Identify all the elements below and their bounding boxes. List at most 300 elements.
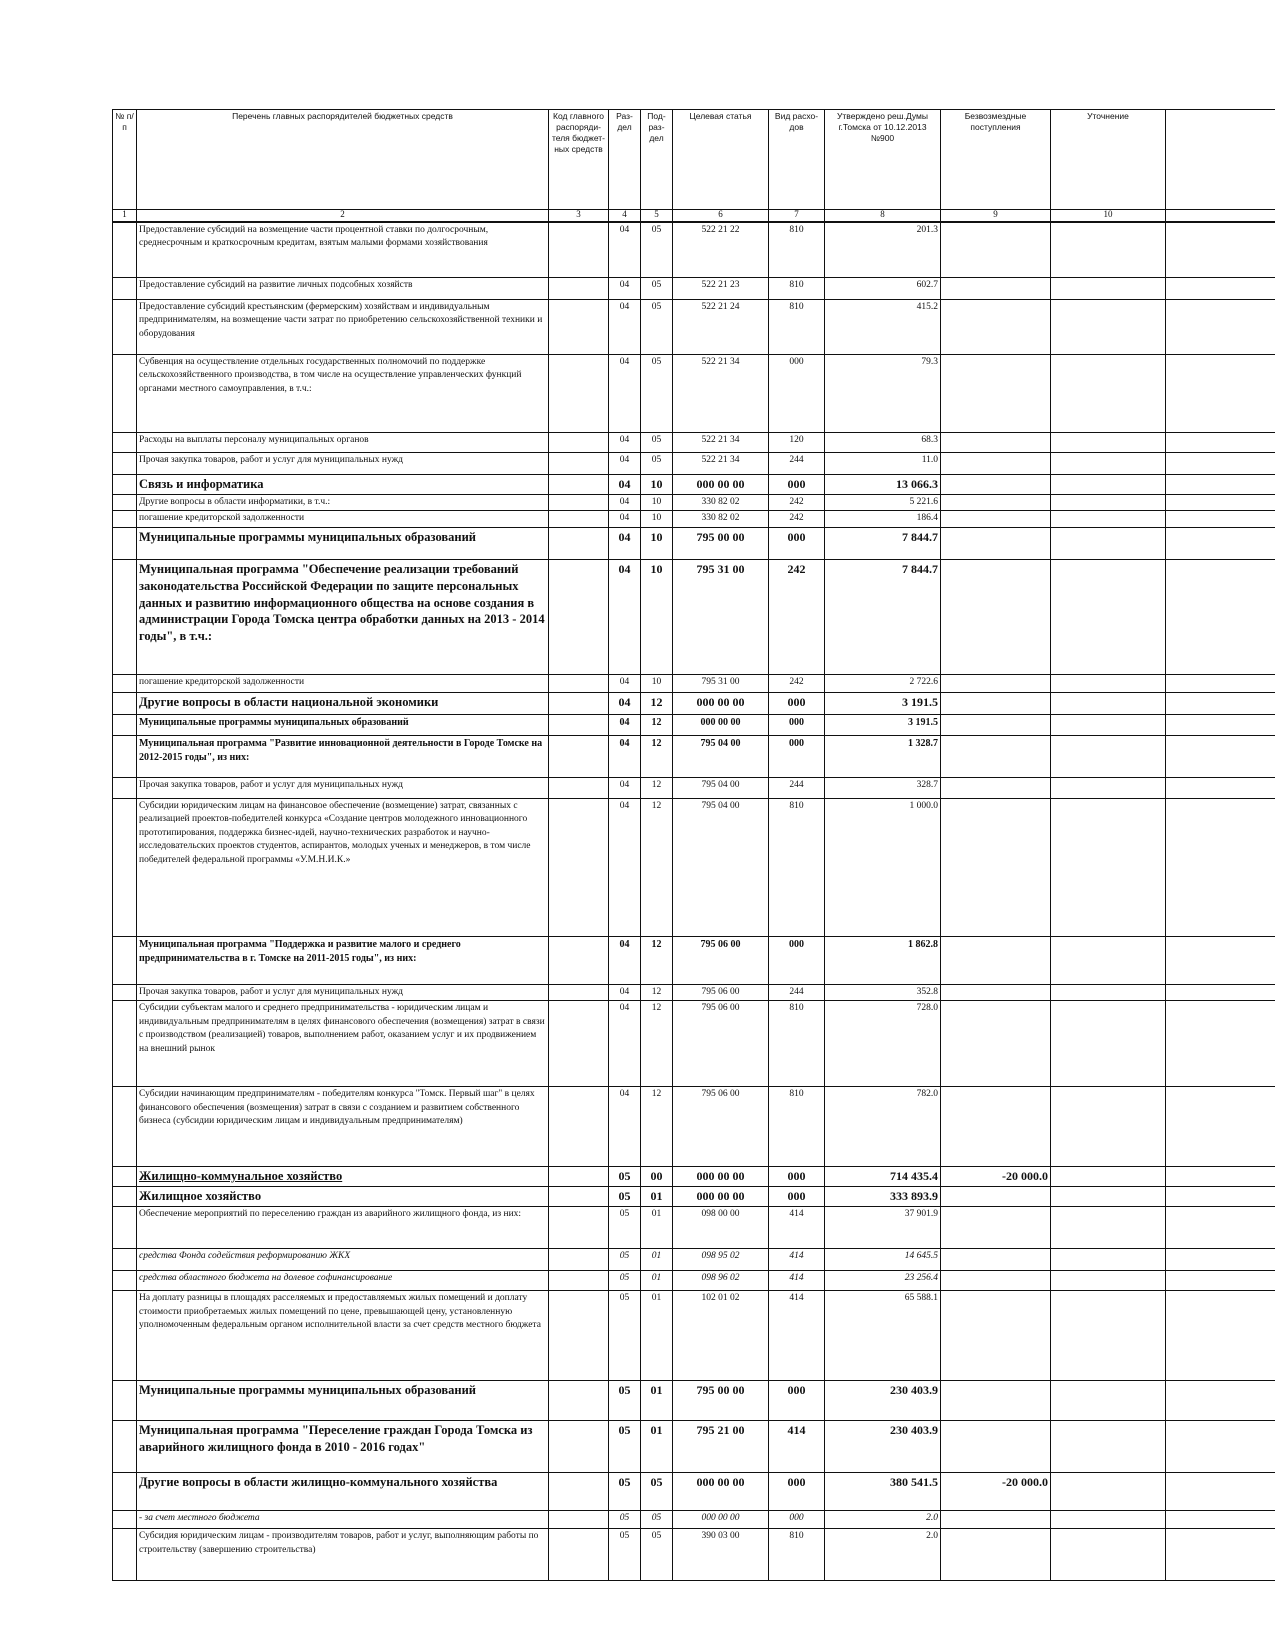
row-code bbox=[549, 1167, 609, 1187]
row-statya: 000 00 00 bbox=[673, 714, 769, 735]
row-podrazdel: 05 bbox=[641, 1511, 673, 1529]
table-row bbox=[113, 527, 1275, 559]
table-row bbox=[113, 222, 1275, 278]
row-podrazdel: 01 bbox=[641, 1381, 673, 1421]
header-name: Перечень главных распорядителей бюджетных средств bbox=[137, 110, 549, 210]
row-extra bbox=[1166, 798, 1275, 936]
row-approved: 782.0 bbox=[825, 1087, 941, 1167]
table-row bbox=[113, 1381, 1275, 1421]
row-extra bbox=[1166, 1207, 1275, 1249]
row-podrazdel: 10 bbox=[641, 475, 673, 495]
row-name: Прочая закупка товаров, работ и услуг для муниципальных нужд bbox=[137, 984, 549, 1000]
row-extra bbox=[1166, 355, 1275, 433]
row-free-receipts bbox=[941, 777, 1051, 798]
colnum: 4 bbox=[609, 210, 641, 222]
row-vid: 242 bbox=[769, 494, 825, 510]
row-razdel: 04 bbox=[609, 222, 641, 278]
row-approved: 333 893.9 bbox=[825, 1187, 941, 1207]
colnum: 2 bbox=[137, 210, 549, 222]
row-number bbox=[113, 1473, 137, 1511]
row-extra bbox=[1166, 714, 1275, 735]
row-number bbox=[113, 1529, 137, 1581]
row-approved: 7 844.7 bbox=[825, 559, 941, 674]
row-statya: 330 82 02 bbox=[673, 511, 769, 527]
row-name: - за счет местного бюджета bbox=[137, 1511, 549, 1529]
row-code bbox=[549, 1529, 609, 1581]
row-clarification bbox=[1051, 453, 1166, 475]
row-statya: 000 00 00 bbox=[673, 1511, 769, 1529]
row-clarification bbox=[1051, 936, 1166, 984]
row-clarification bbox=[1051, 1291, 1166, 1381]
row-free-receipts bbox=[941, 222, 1051, 278]
row-clarification bbox=[1051, 777, 1166, 798]
row-statya: 000 00 00 bbox=[673, 1167, 769, 1187]
row-razdel: 04 bbox=[609, 453, 641, 475]
row-vid: 000 bbox=[769, 936, 825, 984]
row-free-receipts bbox=[941, 475, 1051, 495]
row-extra bbox=[1166, 1167, 1275, 1187]
row-vid: 810 bbox=[769, 798, 825, 936]
row-free-receipts: -20 000.0 bbox=[941, 1473, 1051, 1511]
row-approved: 1 000.0 bbox=[825, 798, 941, 936]
row-razdel: 04 bbox=[609, 1001, 641, 1087]
row-number bbox=[113, 453, 137, 475]
row-vid: 244 bbox=[769, 984, 825, 1000]
row-podrazdel: 12 bbox=[641, 984, 673, 1000]
row-razdel: 05 bbox=[609, 1421, 641, 1473]
row-vid: 000 bbox=[769, 475, 825, 495]
colnum: 6 bbox=[673, 210, 769, 222]
header-vid: Вид расхо-дов bbox=[769, 110, 825, 210]
row-extra bbox=[1166, 1087, 1275, 1167]
row-code bbox=[549, 1473, 609, 1511]
row-clarification bbox=[1051, 1271, 1166, 1291]
row-statya: 098 95 02 bbox=[673, 1249, 769, 1271]
row-clarification bbox=[1051, 1207, 1166, 1249]
row-clarification bbox=[1051, 1187, 1166, 1207]
table-row bbox=[113, 777, 1275, 798]
row-name: Субвенция на осуществление отдельных государственных полномочий по поддержке сельскохозяйственного производства, в том числе на осуществление управленческих функций органами местного самоуправления, в т.ч.: bbox=[137, 355, 549, 433]
row-free-receipts bbox=[941, 936, 1051, 984]
row-name: Предоставление субсидий крестьянским (фермерским) хозяйствам и индивидуальным предпринимателям, на возмещение части затрат по приобретению сельскохозяйственной техники и оборудования bbox=[137, 300, 549, 355]
row-razdel: 04 bbox=[609, 355, 641, 433]
row-free-receipts: -20 000.0 bbox=[941, 1167, 1051, 1187]
table-row bbox=[113, 1167, 1275, 1187]
row-clarification bbox=[1051, 1381, 1166, 1421]
row-clarification bbox=[1051, 433, 1166, 453]
row-razdel: 04 bbox=[609, 511, 641, 527]
header-statya: Целевая статья bbox=[673, 110, 769, 210]
row-approved: 380 541.5 bbox=[825, 1473, 941, 1511]
row-free-receipts bbox=[941, 1421, 1051, 1473]
table-row bbox=[113, 475, 1275, 495]
row-podrazdel: 12 bbox=[641, 1001, 673, 1087]
row-number bbox=[113, 511, 137, 527]
row-clarification bbox=[1051, 494, 1166, 510]
row-extra bbox=[1166, 777, 1275, 798]
row-vid: 414 bbox=[769, 1207, 825, 1249]
row-clarification bbox=[1051, 1167, 1166, 1187]
row-razdel: 05 bbox=[609, 1249, 641, 1271]
row-code bbox=[549, 300, 609, 355]
row-code bbox=[549, 511, 609, 527]
row-vid: 414 bbox=[769, 1291, 825, 1381]
row-vid: 810 bbox=[769, 300, 825, 355]
row-name: Обеспечение мероприятий по переселению граждан из аварийного жилищного фонда, из них: bbox=[137, 1207, 549, 1249]
row-clarification bbox=[1051, 984, 1166, 1000]
row-code bbox=[549, 735, 609, 777]
colnum: 3 bbox=[549, 210, 609, 222]
row-number bbox=[113, 1167, 137, 1187]
row-clarification bbox=[1051, 475, 1166, 495]
row-clarification bbox=[1051, 798, 1166, 936]
row-free-receipts bbox=[941, 984, 1051, 1000]
row-code bbox=[549, 527, 609, 559]
row-razdel: 04 bbox=[609, 527, 641, 559]
row-approved: 352.8 bbox=[825, 984, 941, 1000]
row-code bbox=[549, 936, 609, 984]
row-extra bbox=[1166, 674, 1275, 692]
row-extra bbox=[1166, 1473, 1275, 1511]
colnum-extra bbox=[1166, 210, 1275, 222]
row-number bbox=[113, 559, 137, 674]
row-name: Предоставление субсидий на развитие личных подсобных хозяйств bbox=[137, 278, 549, 300]
row-vid: 120 bbox=[769, 433, 825, 453]
table-row bbox=[113, 1421, 1275, 1473]
row-podrazdel: 10 bbox=[641, 494, 673, 510]
row-approved: 13 066.3 bbox=[825, 475, 941, 495]
row-approved: 65 588.1 bbox=[825, 1291, 941, 1381]
row-clarification bbox=[1051, 1473, 1166, 1511]
row-name: Жилищное хозяйство bbox=[137, 1187, 549, 1207]
row-number bbox=[113, 527, 137, 559]
row-vid: 000 bbox=[769, 355, 825, 433]
table-row bbox=[113, 355, 1275, 433]
row-podrazdel: 01 bbox=[641, 1271, 673, 1291]
row-free-receipts bbox=[941, 1291, 1051, 1381]
row-free-receipts bbox=[941, 1001, 1051, 1087]
row-free-receipts bbox=[941, 1249, 1051, 1271]
row-name: Другие вопросы в области жилищно-коммунального хозяйства bbox=[137, 1473, 549, 1511]
colnum: 1 bbox=[113, 210, 137, 222]
row-approved: 230 403.9 bbox=[825, 1381, 941, 1421]
row-vid: 000 bbox=[769, 1187, 825, 1207]
row-podrazdel: 00 bbox=[641, 1167, 673, 1187]
row-statya: 000 00 00 bbox=[673, 1187, 769, 1207]
row-code bbox=[549, 714, 609, 735]
row-razdel: 05 bbox=[609, 1167, 641, 1187]
row-code bbox=[549, 1381, 609, 1421]
row-free-receipts bbox=[941, 300, 1051, 355]
row-free-receipts bbox=[941, 735, 1051, 777]
row-vid: 810 bbox=[769, 1529, 825, 1581]
row-approved: 602.7 bbox=[825, 278, 941, 300]
row-number bbox=[113, 1291, 137, 1381]
row-extra bbox=[1166, 1001, 1275, 1087]
row-podrazdel: 12 bbox=[641, 777, 673, 798]
row-clarification bbox=[1051, 1001, 1166, 1087]
row-code bbox=[549, 222, 609, 278]
row-extra bbox=[1166, 300, 1275, 355]
row-vid: 000 bbox=[769, 1167, 825, 1187]
row-name: средства Фонда содействия реформированию ЖКХ bbox=[137, 1249, 549, 1271]
row-vid: 810 bbox=[769, 278, 825, 300]
row-extra bbox=[1166, 559, 1275, 674]
row-name: Расходы на выплаты персоналу муниципальных органов bbox=[137, 433, 549, 453]
row-statya: 795 21 00 bbox=[673, 1421, 769, 1473]
row-podrazdel: 01 bbox=[641, 1187, 673, 1207]
row-number bbox=[113, 475, 137, 495]
row-approved: 2 722.6 bbox=[825, 674, 941, 692]
row-extra bbox=[1166, 1381, 1275, 1421]
row-number bbox=[113, 798, 137, 936]
row-clarification bbox=[1051, 674, 1166, 692]
row-razdel: 04 bbox=[609, 1087, 641, 1167]
row-statya: 102 01 02 bbox=[673, 1291, 769, 1381]
row-name: Муниципальная программа "Развитие инновационной деятельности в Городе Томске на 2012-2015 годы", из них: bbox=[137, 735, 549, 777]
row-free-receipts bbox=[941, 433, 1051, 453]
row-free-receipts bbox=[941, 278, 1051, 300]
row-extra bbox=[1166, 1421, 1275, 1473]
row-vid: 810 bbox=[769, 1001, 825, 1087]
row-name: Субсидии субъектам малого и среднего предпринимательства - юридическим лицам и индивидуальным предпринимателям в целях финансового обеспечения (возмещения) затрат в связи с производством (реализацией) товаров, выполнением работ, оказанием услуг и их продвижением на внешний рынок bbox=[137, 1001, 549, 1087]
row-podrazdel: 01 bbox=[641, 1207, 673, 1249]
table-row bbox=[113, 1511, 1275, 1529]
row-number bbox=[113, 936, 137, 984]
row-name: Муниципальная программа "Обеспечение реализации требований законодательства Российской Федерации по защите персональных данных и развитию информационного общества на основе создания в администрации Города Томска центра обработки данных на 2013 - 2014 годы", в т.ч.: bbox=[137, 559, 549, 674]
row-free-receipts bbox=[941, 692, 1051, 714]
row-free-receipts bbox=[941, 1187, 1051, 1207]
row-number bbox=[113, 222, 137, 278]
row-statya: 000 00 00 bbox=[673, 475, 769, 495]
row-razdel: 04 bbox=[609, 735, 641, 777]
row-free-receipts bbox=[941, 1271, 1051, 1291]
table-row bbox=[113, 1187, 1275, 1207]
header-code: Код главного распоряди-теля бюджет-ных средств bbox=[549, 110, 609, 210]
row-vid: 244 bbox=[769, 453, 825, 475]
row-name: Субсидии юридическим лицам на финансовое обеспечение (возмещение) затрат, связанных с реализацией проектов-победителей конкурса «Создание центров молодежного инновационного прототипирования, поддержка бизнес-идей, научно-технических разработок и научно-исследовательских проектов студентов, аспирантов, молодых ученых и менеджеров, в том числе победителей федеральной программы «У.М.Н.И.К.» bbox=[137, 798, 549, 936]
row-code bbox=[549, 692, 609, 714]
row-podrazdel: 12 bbox=[641, 714, 673, 735]
row-name: Муниципальные программы муниципальных образований bbox=[137, 714, 549, 735]
row-number bbox=[113, 692, 137, 714]
row-approved: 79.3 bbox=[825, 355, 941, 433]
row-free-receipts bbox=[941, 714, 1051, 735]
row-code bbox=[549, 1001, 609, 1087]
table-row bbox=[113, 1473, 1275, 1511]
header-approved: Утверждено реш.Думы г.Томска от 10.12.2013 №900 bbox=[825, 110, 941, 210]
row-vid: 414 bbox=[769, 1249, 825, 1271]
row-statya: 795 06 00 bbox=[673, 984, 769, 1000]
row-clarification bbox=[1051, 300, 1166, 355]
row-statya: 000 00 00 bbox=[673, 692, 769, 714]
row-approved: 11.0 bbox=[825, 453, 941, 475]
row-extra bbox=[1166, 433, 1275, 453]
colnum: 8 bbox=[825, 210, 941, 222]
row-name: погашение кредиторской задолженности bbox=[137, 511, 549, 527]
row-clarification bbox=[1051, 1421, 1166, 1473]
row-podrazdel: 05 bbox=[641, 278, 673, 300]
row-statya: 098 00 00 bbox=[673, 1207, 769, 1249]
row-code bbox=[549, 984, 609, 1000]
row-extra bbox=[1166, 1529, 1275, 1581]
row-podrazdel: 01 bbox=[641, 1249, 673, 1271]
row-approved: 68.3 bbox=[825, 433, 941, 453]
row-code bbox=[549, 559, 609, 674]
table-row bbox=[113, 494, 1275, 510]
row-statya: 795 06 00 bbox=[673, 1087, 769, 1167]
row-razdel: 04 bbox=[609, 798, 641, 936]
row-podrazdel: 12 bbox=[641, 798, 673, 936]
row-podrazdel: 10 bbox=[641, 511, 673, 527]
row-statya: 522 21 23 bbox=[673, 278, 769, 300]
row-podrazdel: 10 bbox=[641, 674, 673, 692]
row-statya: 098 96 02 bbox=[673, 1271, 769, 1291]
row-number bbox=[113, 714, 137, 735]
row-statya: 522 21 34 bbox=[673, 355, 769, 433]
row-statya: 522 21 34 bbox=[673, 453, 769, 475]
row-approved: 186.4 bbox=[825, 511, 941, 527]
row-name: средства областного бюджета на долевое софинансирование bbox=[137, 1271, 549, 1291]
table-row bbox=[113, 433, 1275, 453]
row-statya: 795 04 00 bbox=[673, 735, 769, 777]
row-razdel: 04 bbox=[609, 714, 641, 735]
row-code bbox=[549, 278, 609, 300]
row-approved: 2.0 bbox=[825, 1511, 941, 1529]
row-code bbox=[549, 1207, 609, 1249]
row-clarification bbox=[1051, 1249, 1166, 1271]
table-row bbox=[113, 300, 1275, 355]
row-razdel: 05 bbox=[609, 1381, 641, 1421]
row-extra bbox=[1166, 735, 1275, 777]
row-razdel: 04 bbox=[609, 674, 641, 692]
row-statya: 330 82 02 bbox=[673, 494, 769, 510]
row-code bbox=[549, 1291, 609, 1381]
row-razdel: 04 bbox=[609, 559, 641, 674]
row-statya: 390 03 00 bbox=[673, 1529, 769, 1581]
row-number bbox=[113, 1271, 137, 1291]
table-header-row bbox=[113, 110, 1275, 210]
row-statya: 795 04 00 bbox=[673, 798, 769, 936]
colnum: 9 bbox=[941, 210, 1051, 222]
row-name: Связь и информатика bbox=[137, 475, 549, 495]
row-podrazdel: 05 bbox=[641, 300, 673, 355]
row-approved: 14 645.5 bbox=[825, 1249, 941, 1271]
row-name: Другие вопросы в области информатики, в т.ч.: bbox=[137, 494, 549, 510]
row-clarification bbox=[1051, 355, 1166, 433]
row-approved: 1 328.7 bbox=[825, 735, 941, 777]
row-number bbox=[113, 1187, 137, 1207]
row-clarification bbox=[1051, 527, 1166, 559]
row-vid: 242 bbox=[769, 511, 825, 527]
table-row bbox=[113, 1087, 1275, 1167]
row-free-receipts bbox=[941, 1511, 1051, 1529]
row-number bbox=[113, 1381, 137, 1421]
row-extra bbox=[1166, 494, 1275, 510]
header-number: № п/п bbox=[113, 110, 137, 210]
row-vid: 000 bbox=[769, 1511, 825, 1529]
row-name: На доплату разницы в площадях расселяемых и предоставляемых жилых помещений и доплату стоимости приобретаемых жилых помещений по цене, превышающей цену, установленную уполномоченным федеральным органом исполнительной власти за счет средств местного бюджета bbox=[137, 1291, 549, 1381]
table-row bbox=[113, 735, 1275, 777]
row-clarification bbox=[1051, 1087, 1166, 1167]
row-extra bbox=[1166, 511, 1275, 527]
row-podrazdel: 10 bbox=[641, 527, 673, 559]
table-row bbox=[113, 674, 1275, 692]
table-row bbox=[113, 511, 1275, 527]
row-extra bbox=[1166, 692, 1275, 714]
table-row bbox=[113, 1529, 1275, 1581]
row-extra bbox=[1166, 475, 1275, 495]
row-approved: 714 435.4 bbox=[825, 1167, 941, 1187]
row-podrazdel: 05 bbox=[641, 453, 673, 475]
row-code bbox=[549, 1511, 609, 1529]
row-approved: 3 191.5 bbox=[825, 692, 941, 714]
row-name: Предоставление субсидий на возмещение части процентной ставки по долгосрочным, среднесрочным и краткосрочным кредитам, взятым малыми формами хозяйствования bbox=[137, 222, 549, 278]
row-razdel: 05 bbox=[609, 1511, 641, 1529]
row-number bbox=[113, 1207, 137, 1249]
row-statya: 795 31 00 bbox=[673, 674, 769, 692]
row-name: Жилищно-коммунальное хозяйство bbox=[137, 1167, 549, 1187]
row-vid: 242 bbox=[769, 674, 825, 692]
row-extra bbox=[1166, 1187, 1275, 1207]
row-statya: 795 06 00 bbox=[673, 936, 769, 984]
row-extra bbox=[1166, 936, 1275, 984]
row-statya: 000 00 00 bbox=[673, 1473, 769, 1511]
row-razdel: 04 bbox=[609, 475, 641, 495]
row-extra bbox=[1166, 1249, 1275, 1271]
row-approved: 230 403.9 bbox=[825, 1421, 941, 1473]
row-razdel: 04 bbox=[609, 494, 641, 510]
row-vid: 810 bbox=[769, 222, 825, 278]
row-extra bbox=[1166, 984, 1275, 1000]
row-vid: 000 bbox=[769, 527, 825, 559]
header-razdel: Раз-дел bbox=[609, 110, 641, 210]
row-vid: 242 bbox=[769, 559, 825, 674]
row-name: Прочая закупка товаров, работ и услуг для муниципальных нужд bbox=[137, 453, 549, 475]
row-razdel: 05 bbox=[609, 1271, 641, 1291]
row-code bbox=[549, 494, 609, 510]
row-number bbox=[113, 984, 137, 1000]
row-approved: 201.3 bbox=[825, 222, 941, 278]
row-clarification bbox=[1051, 559, 1166, 674]
row-approved: 1 862.8 bbox=[825, 936, 941, 984]
table-row bbox=[113, 453, 1275, 475]
row-approved: 328.7 bbox=[825, 777, 941, 798]
row-free-receipts bbox=[941, 355, 1051, 433]
row-statya: 522 21 22 bbox=[673, 222, 769, 278]
row-razdel: 04 bbox=[609, 777, 641, 798]
row-razdel: 04 bbox=[609, 692, 641, 714]
row-free-receipts bbox=[941, 1207, 1051, 1249]
row-approved: 728.0 bbox=[825, 1001, 941, 1087]
row-number bbox=[113, 278, 137, 300]
row-code bbox=[549, 1249, 609, 1271]
row-code bbox=[549, 433, 609, 453]
row-podrazdel: 10 bbox=[641, 559, 673, 674]
row-name: Другие вопросы в области национальной экономики bbox=[137, 692, 549, 714]
row-vid: 000 bbox=[769, 1473, 825, 1511]
row-vid: 810 bbox=[769, 1087, 825, 1167]
row-statya: 795 31 00 bbox=[673, 559, 769, 674]
row-name: Муниципальные программы муниципальных образований bbox=[137, 1381, 549, 1421]
table-row bbox=[113, 798, 1275, 936]
row-number bbox=[113, 1421, 137, 1473]
row-statya: 522 21 24 bbox=[673, 300, 769, 355]
row-approved: 3 191.5 bbox=[825, 714, 941, 735]
row-code bbox=[549, 1187, 609, 1207]
row-extra bbox=[1166, 222, 1275, 278]
row-number bbox=[113, 300, 137, 355]
